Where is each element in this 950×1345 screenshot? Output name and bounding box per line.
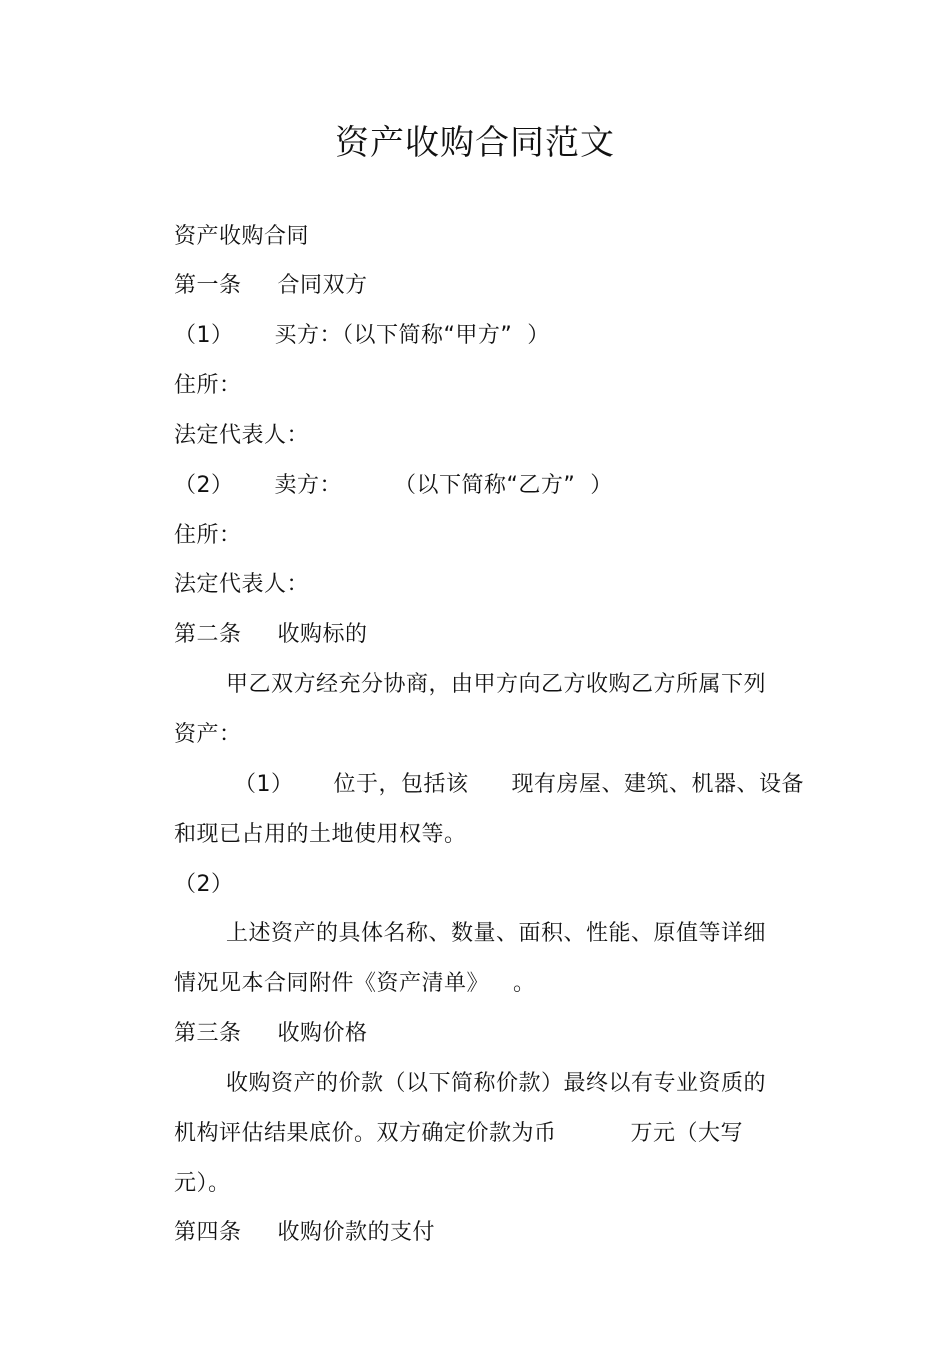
text-segment: 买方：（以下简称“甲方” ） [274,323,550,348]
text-segment: 上述资产的具体名称、数量、面积、性能、原值等详细 [225,921,766,946]
document-title: 资产收购合同范文 [335,123,615,163]
article-title: 收购价款的支付 [277,1220,436,1245]
article-title: 收购价格 [277,1021,368,1046]
text-segment: 法定代表人： [173,572,309,597]
text-segment: 资产收购合同 [173,224,309,249]
article-title: 合同双方 [277,273,368,298]
text-segment: 法定代表人： [173,423,309,448]
text-line [196,640,766,730]
text-segment: 。 [513,971,536,996]
text-segment: 情况见本合同附件《资产清单》 [173,971,489,996]
text-segment: 机构评估结果底价。双方确定价款为币 [173,1121,557,1146]
item-number: （2） [173,473,234,498]
text-segment: 现有房屋、建筑、机器、设备 [511,772,805,797]
text-segment: （以下简称“乙方” ） [394,473,613,498]
item-number: （1） [233,772,294,797]
text-segment: 和现已占用的土地使用权等。 [173,822,467,847]
item-number: （1） [173,323,234,348]
article-number: 第三条 [173,1021,242,1046]
text-segment: 位于，包括该 [333,772,469,797]
article-title: 收购标的 [277,622,368,647]
text-line [144,1089,743,1179]
text-segment: 万元（大写 [630,1121,744,1146]
text-segment: 元）。 [173,1171,231,1196]
article-number: 第二条 [173,622,242,647]
text-segment: 卖方： [274,473,342,498]
text-segment: 收购资产的价款（以下简称价款）最终以有专业资质的 [225,1071,766,1096]
article-number: 第一条 [173,273,242,298]
article-number: 第四条 [173,1220,242,1245]
text-segment: 住所： [173,373,242,398]
article-heading [144,1188,435,1278]
item-number: （2） [173,872,234,897]
text-segment: 资产： [173,722,242,747]
text-segment: 住所： [173,523,242,548]
text-segment: 甲乙双方经充分协商，由甲方向乙方收购乙方所属下列 [225,672,766,697]
